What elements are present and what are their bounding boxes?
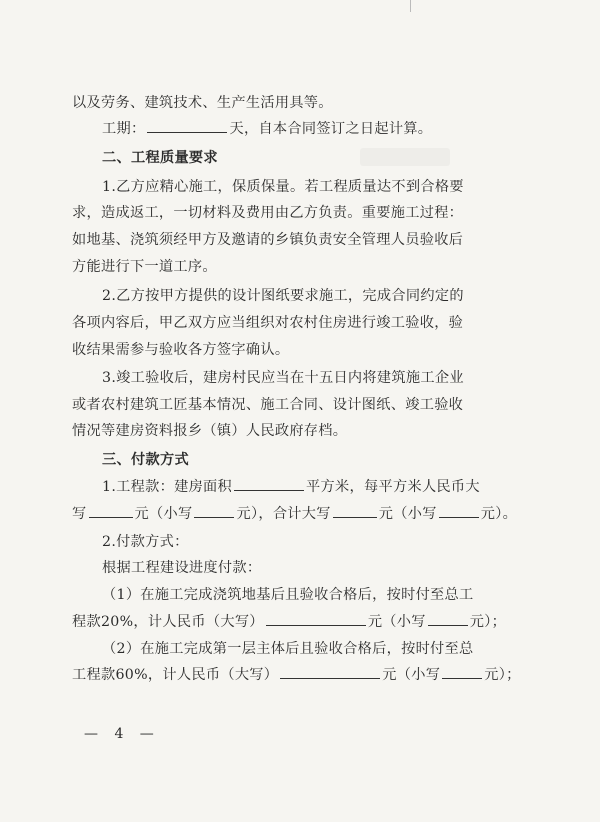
payment-2-blank-lower [442,664,482,679]
text-line: 如地基、浇筑须经甲方及邀请的乡镇负责安全管理人员验收后 [72,232,464,248]
text-line: （1）在施工完成浇筑地基后且验收合格后，按时付至总工 [102,587,474,603]
payment-1-text: 元（小写 [367,614,426,630]
text-line: 3.竣工验收后，建房村民应当在十五日内将建筑施工企业 [102,370,464,386]
amount-text-2: 元），合计大写 [236,506,331,522]
text-line: 或者农村建筑工匠基本情况、施工合同、设计图纸、竣工验收 [72,397,464,413]
amount-text-3: 元（小写 [378,506,437,522]
amount-text-4: 元）。 [480,506,518,522]
duration-line [72,118,532,140]
amount-blank-1 [89,503,133,518]
text-line: 2.乙方按甲方提供的设计图纸要求施工，完成合同约定的 [102,288,464,304]
text-line: 方能进行下一道工序。 [72,259,217,275]
text-line: 收结果需参与验收各方签字确认。 [72,342,290,358]
payment-2-line [72,664,532,686]
area-text: 平方米，每平方米人民币大 [306,479,480,495]
text-line: 求，造成返工，一切材料及费用由乙方负责。重要施工过程： [72,205,464,221]
page-number: — 4 — [84,726,160,742]
payment-1-blank-upper [266,611,366,626]
payment-1-label: 程款20%，计人民币（大写） [72,614,264,630]
payment-2-blank-upper [280,664,380,679]
scan-mark [410,0,411,12]
payment-2-label: 工程款60%，计人民币（大写） [72,667,279,683]
amount-label: 写 [72,506,87,522]
text-line: 情况等建房资料报乡（镇）人民政府存档。 [72,423,348,439]
text-line: 各项内容后，甲乙双方应当组织对农村住房进行竣工验收，验 [72,315,464,331]
amount-line [72,503,532,525]
area-line [72,476,532,498]
amount-blank-3 [333,503,377,518]
amount-text-1: 元（小写 [134,506,193,522]
text-line: 根据工程建设进度付款： [102,560,262,576]
payment-1-end: 元）； [469,614,507,630]
payment-1-blank-lower [428,611,468,626]
text-line: （2）在施工完成第一层主体后且验收合格后，按时付至总 [102,641,474,657]
text-line: 1.乙方应精心施工，保质保量。若工程质量达不到合格要 [102,179,464,195]
amount-blank-4 [439,503,479,518]
text-line: 以及劳务、建筑技术、生产生活用具等。 [72,95,333,111]
area-label: 1.工程款：建房面积 [102,479,233,495]
payment-2-end: 元）； [484,667,521,683]
payment-1-line [72,611,532,633]
section-heading-quality: 二、工程质量要求 [102,150,218,166]
duration-text: 天，自本合同签订之日起计算。 [229,121,433,137]
section-heading-payment: 三、付款方式 [102,452,189,468]
duration-blank [147,118,227,133]
payment-2-text: 元（小写 [382,667,441,683]
duration-label: 工期： [102,121,146,137]
text-line: 2.付款方式： [102,534,189,550]
area-blank [234,476,304,491]
amount-blank-2 [194,503,234,518]
